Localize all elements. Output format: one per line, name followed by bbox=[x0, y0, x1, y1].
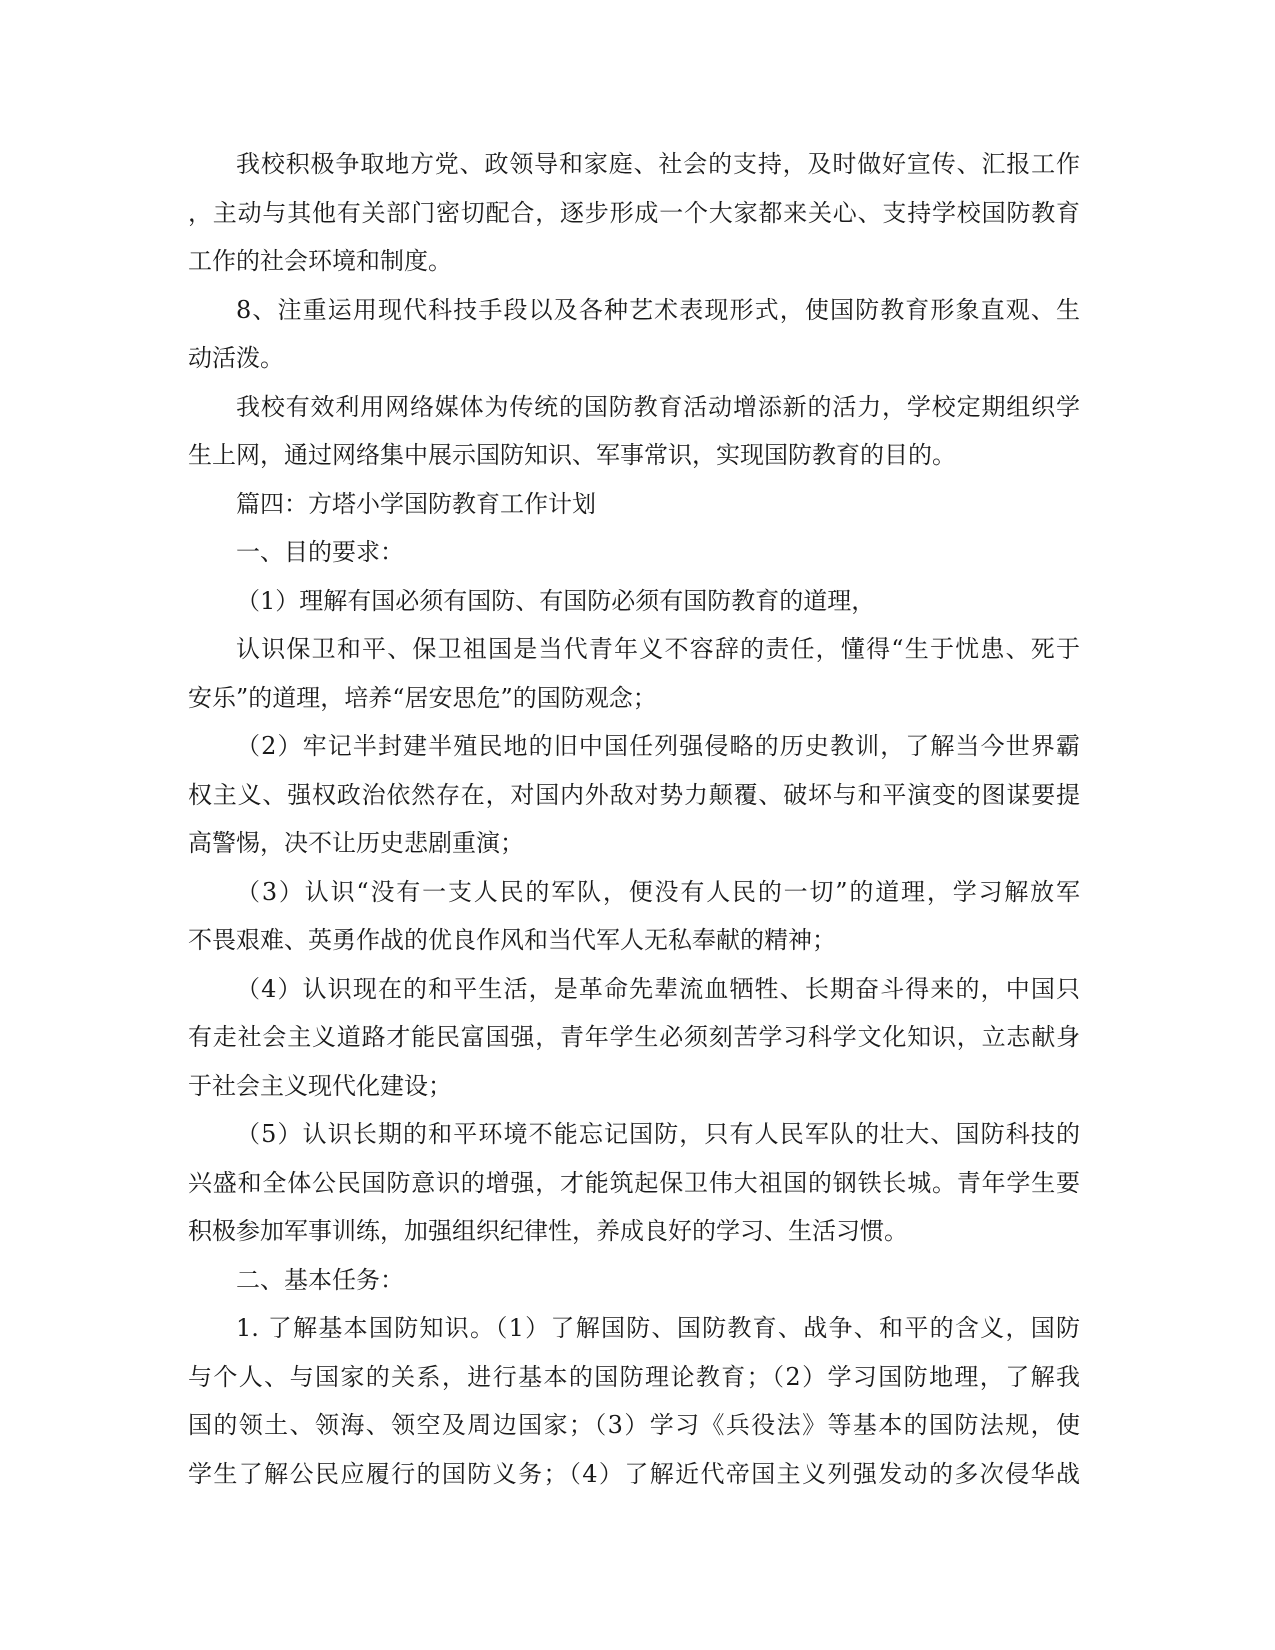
text-line: ，主动与其他有关部门密切配合，逐步形成一个大家都来关心、支持学校国防教育 bbox=[188, 198, 1080, 227]
text-line: 高警惕，决不让历史悲剧重演； bbox=[188, 829, 524, 857]
text-line: 认识保卫和平、保卫祖国是当代青年义不容辞的责任，懂得“生于忧患、死于 bbox=[236, 635, 1080, 663]
text-line: （2）牢记半封建半殖民地的旧中国任列强侵略的历史教训，了解当今世界霸 bbox=[236, 732, 1080, 760]
text-line: 篇四：方塔小学国防教育工作计划 bbox=[236, 489, 596, 518]
text-line: （5）认识长期的和平环境不能忘记国防，只有人民军队的壮大、国防科技的 bbox=[236, 1120, 1080, 1148]
text-line: （4）认识现在的和平生活，是革命先辈流血牺牲、长期奋斗得来的，中国只 bbox=[236, 974, 1080, 1003]
text-line: 国的领土、领海、领空及周边国家；（3）学习《兵役法》等基本的国防法规，使 bbox=[188, 1411, 1080, 1439]
text-line: 1. 了解基本国防知识。（1）了解国防、国防教育、战争、和平的含义，国防 bbox=[236, 1314, 1080, 1342]
text-line: 有走社会主义道路才能民富国强，青年学生必须刻苦学习科学文化知识，立志献身 bbox=[188, 1023, 1080, 1051]
text-line: 兴盛和全体公民国防意识的增强，才能筑起保卫伟大祖国的钢铁长城。青年学生要 bbox=[188, 1168, 1080, 1197]
text-line: 于社会主义现代化建设； bbox=[188, 1071, 452, 1100]
text-line: 生上网，通过网络集中展示国防知识、军事常识，实现国防教育的目的。 bbox=[188, 441, 956, 469]
text-line: （3）认识“没有一支人民的军队，便没有人民的一切”的道理，学习解放军 bbox=[236, 877, 1080, 906]
document-body bbox=[188, 140, 1080, 1498]
text-line: 安乐”的道理，培养“居安思危”的国防观念； bbox=[188, 683, 657, 712]
text-line: 一、目的要求： bbox=[236, 538, 404, 566]
text-line: 与个人、与国家的关系，进行基本的国防理论教育；（2）学习国防地理，了解我 bbox=[188, 1362, 1080, 1391]
text-line: 动活泼。 bbox=[188, 344, 284, 372]
text-line: 工作的社会环境和制度。 bbox=[188, 247, 452, 275]
text-line: 二、基本任务： bbox=[236, 1265, 404, 1294]
text-line: 权主义、强权政治依然存在，对国内外敌对势力颠覆、破坏与和平演变的图谋要提 bbox=[188, 780, 1080, 809]
text-line: 我校有效利用网络媒体为传统的国防教育活动增添新的活力，学校定期组织学 bbox=[236, 392, 1080, 421]
text-line: （1）理解有国必须有国防、有国防必须有国防教育的道理， bbox=[236, 586, 876, 615]
text-line: 积极参加军事训练，加强组织纪律性，养成良好的学习、生活习惯。 bbox=[188, 1217, 908, 1245]
text-line: 8、注重运用现代科技手段以及各种艺术表现形式，使国防教育形象直观、生 bbox=[236, 295, 1080, 324]
text-line: 我校积极争取地方党、政领导和家庭、社会的支持，及时做好宣传、汇报工作 bbox=[236, 150, 1080, 178]
text-line: 不畏艰难、英勇作战的优良作风和当代军人无私奉献的精神； bbox=[188, 926, 836, 954]
text-line: 学生了解公民应履行的国防义务；（4）了解近代帝国主义列强发动的多次侵华战 bbox=[188, 1459, 1080, 1488]
